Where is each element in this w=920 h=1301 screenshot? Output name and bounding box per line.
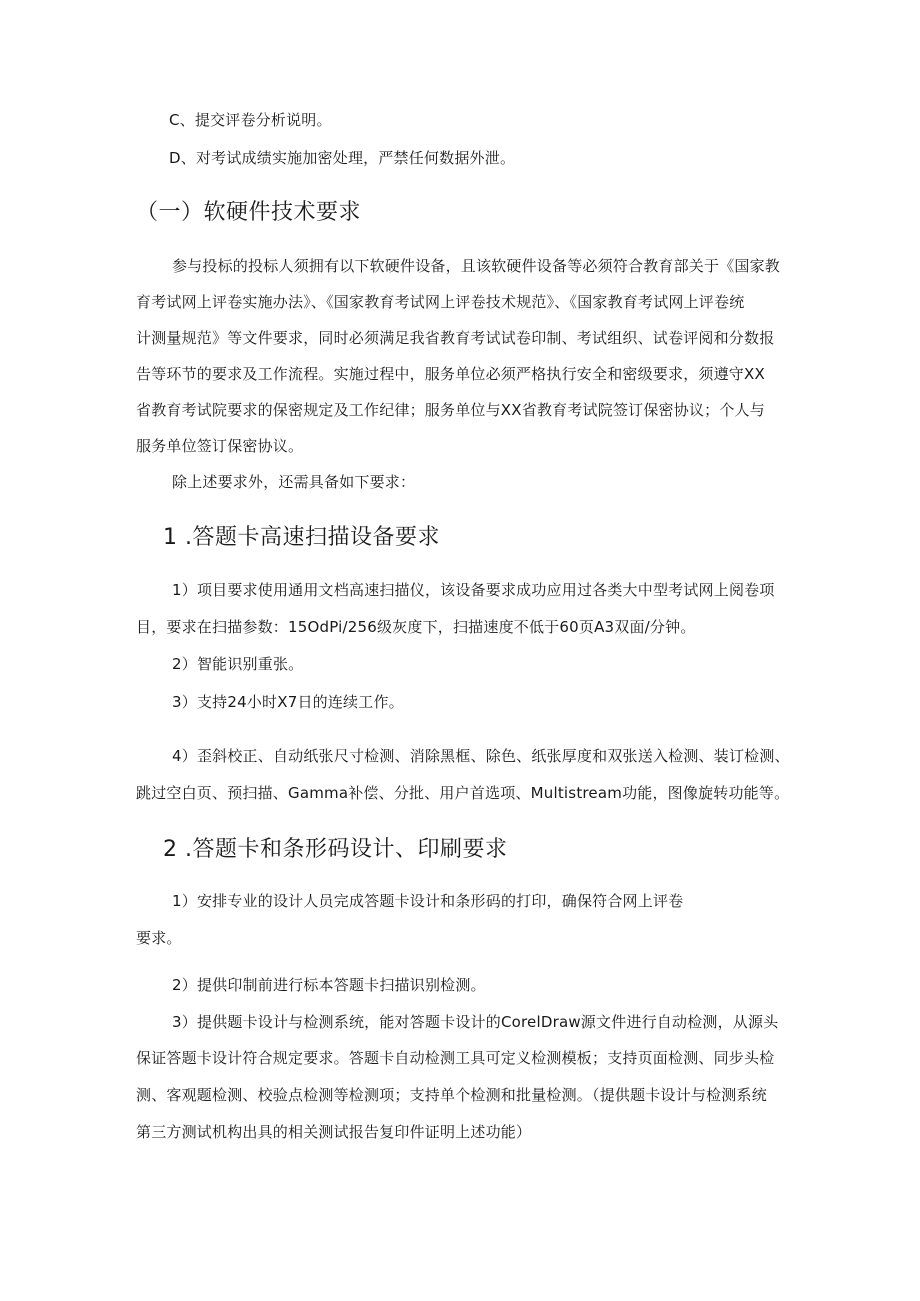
intro-line: 告等环节的要求及工作流程。实施过程中，服务单位必须严格执行安全和密级要求，须遵守XX	[136, 365, 765, 383]
sub1-item1-line: 目，要求在扫描参数：15OdPi/256级灰度下，扫描速度不低于60页A3双面/分钟。	[136, 618, 696, 636]
intro-line: 计测量规范》等文件要求，同时必须满足我省教育考试试卷印制、考试组织、试卷评阅和分数报	[136, 329, 775, 347]
intro-line: 省教育考试院要求的保密规定及工作纪律；服务单位与XX省教育考试院签订保密协议；个人与	[136, 401, 765, 419]
intro-line: 参与投标的投标人须拥有以下软硬件设备，且该软硬件设备等必须符合教育部关于《国家教	[172, 257, 781, 275]
intro-line: 育考试网上评卷实施办法》、《国家教育考试网上评卷技术规范》、《国家教育考试网上评卷统	[136, 293, 745, 311]
sub2-item1-line: 要求。	[136, 929, 182, 947]
item-c: C、提交评卷分析说明。	[169, 111, 332, 129]
subsection-heading-2: 2 .答题卡和条形码设计、印刷要求	[163, 837, 508, 862]
sub2-item2: 2）提供印制前进行标本答题卡扫描识别检测。	[172, 976, 486, 994]
sub2-item3-line: 第三方测试机构出具的相关测试报告复印件证明上述功能）	[136, 1123, 532, 1141]
sub2-item1-line: 1）安排专业的设计人员完成答题卡设计和条形码的打印，确保符合网上评卷	[172, 892, 684, 910]
sub2-item3-line: 保证答题卡设计符合规定要求。答题卡自动检测工具可定义检测模板；支持页面检测、同步头检	[136, 1049, 775, 1067]
sub1-item4-line: 4）歪斜校正、自动纸张尺寸检测、消除黑框、除色、纸张厚度和双张送入检测、装订检测、	[172, 747, 790, 765]
sub1-item1-line: 1）项目要求使用通用文档高速扫描仪，该设备要求成功应用过各类大中型考试网上阅卷项	[172, 581, 775, 599]
sub1-item3: 3）支持24小时X7日的连续工作。	[172, 693, 404, 711]
subsection-heading-1: 1 .答题卡高速扫描设备要求	[163, 525, 440, 550]
sub1-item2: 2）智能识别重张。	[172, 655, 304, 673]
sub1-item4-line: 跳过空白页、预扫描、Gamma补偿、分批、用户首选项、Multistream功能，图像旋转功能等。	[136, 784, 790, 802]
sub2-item3-line: 3）提供题卡设计与检测系统，能对答题卡设计的CorelDraw源文件进行自动检测，从源头	[172, 1013, 779, 1031]
extra-intro: 除上述要求外，还需具备如下要求：	[172, 473, 416, 491]
item-d: D、对考试成绩实施加密处理，严禁任何数据外泄。	[169, 149, 516, 167]
section-heading: （一）软硬件技术要求	[136, 200, 362, 225]
sub2-item3-line: 测、客观题检测、校验点检测等检测项；支持单个检测和批量检测。（提供题卡设计与检测系统	[136, 1086, 767, 1104]
intro-line: 服务单位签订保密协议。	[136, 437, 304, 455]
